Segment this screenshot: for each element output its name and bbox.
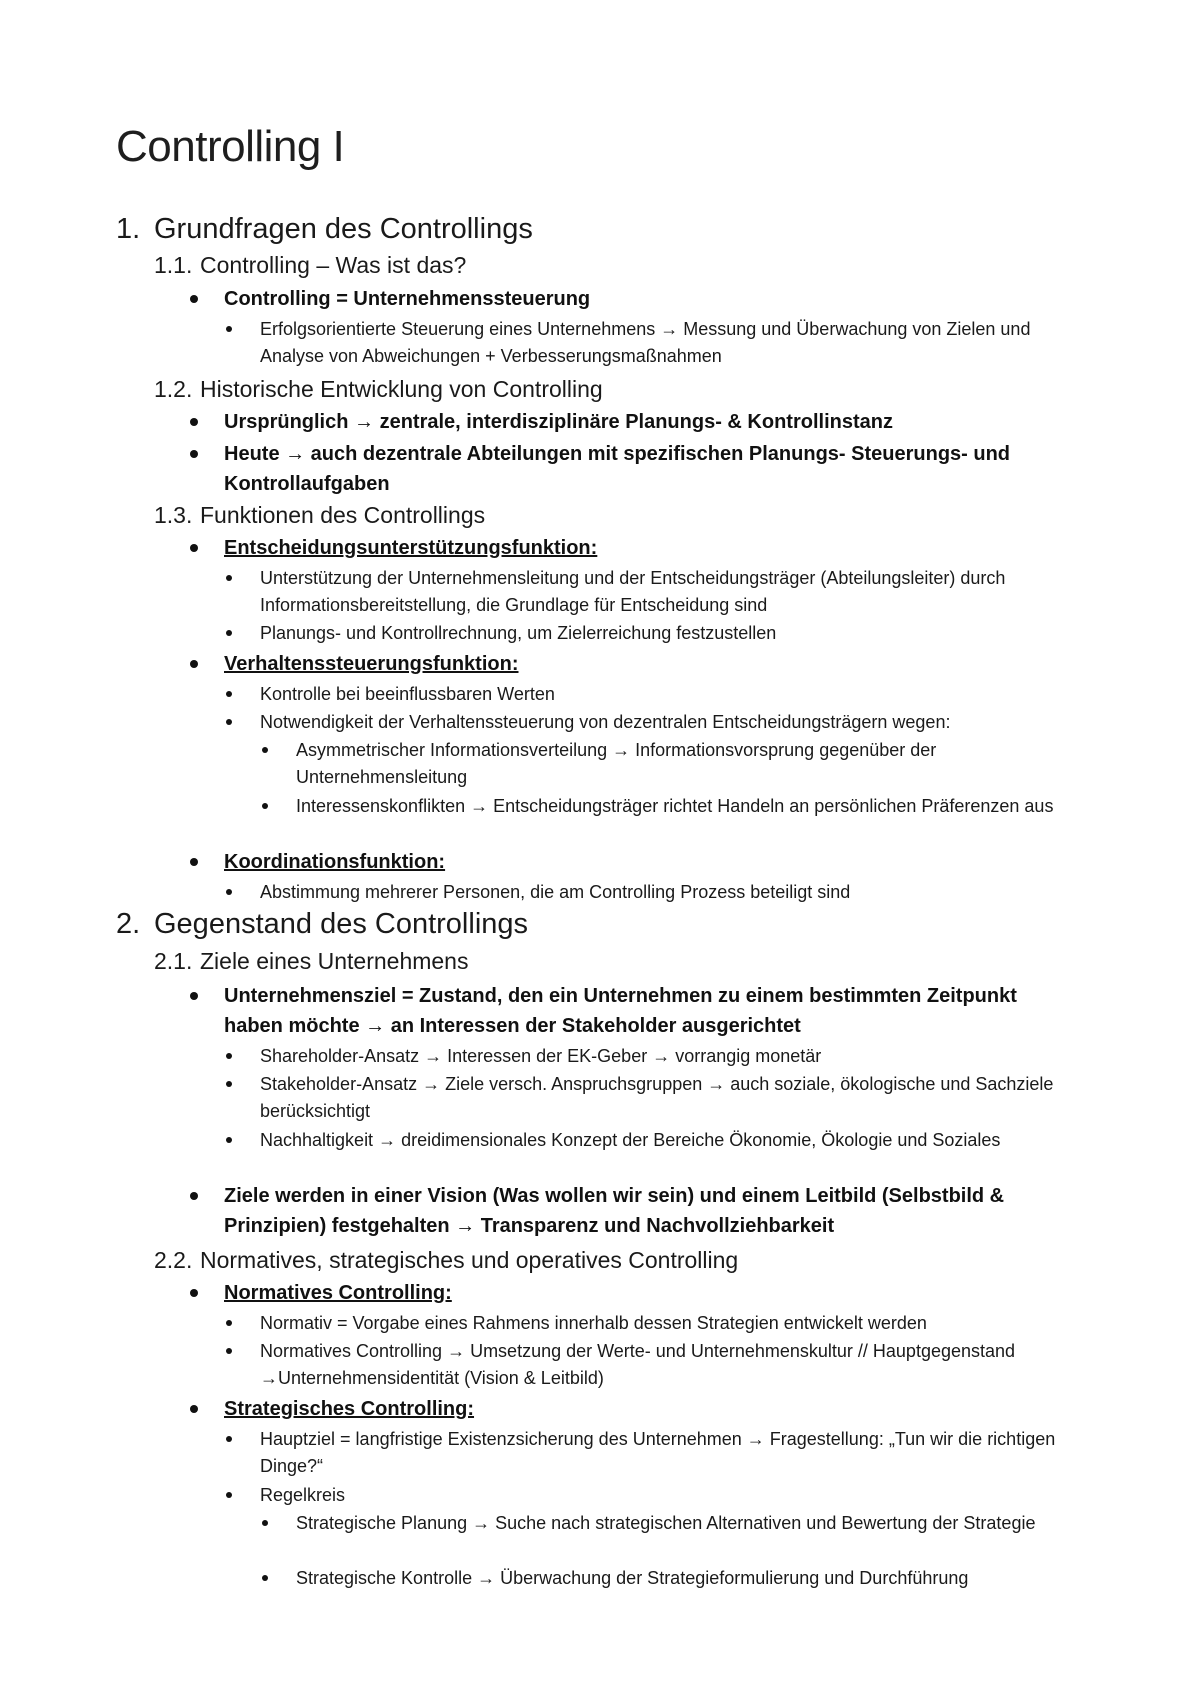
bullet-icon — [226, 1137, 232, 1143]
list-item-text: Strategisches Controlling: — [224, 1398, 475, 1420]
bullet-icon — [190, 418, 198, 426]
bullet-icon — [262, 803, 268, 809]
subsection-heading — [154, 1247, 738, 1274]
list-item-text: Heute → auch dezentrale Abteilungen mit spezifischen Planungs- Steuerungs- und Kontrollaufgaben — [224, 443, 1011, 495]
list-item-text: Verhaltenssteuerungsfunktion: — [224, 653, 519, 675]
bullet-icon — [226, 575, 232, 581]
bullet-icon — [226, 326, 232, 332]
list-item-text: Entscheidungsunterstützungsfunktion: — [224, 537, 598, 559]
list-item-text: Interessenskonflikten → Entscheidungsträger richtet Handeln an persönlichen Präferenzen aus — [296, 796, 1054, 816]
bullet-icon — [190, 660, 198, 668]
bullet-icon — [226, 691, 232, 697]
section-title: Grundfragen des Controllings — [154, 213, 533, 245]
section-title: Gegenstand des Controllings — [154, 908, 529, 940]
list-item-text: Strategische Kontrolle → Überwachung der Strategieformulierung und Durchführung — [296, 1568, 969, 1588]
bullet-icon — [190, 1289, 198, 1297]
list-item-text: Planungs- und Kontrollrechnung, um Zielerreichung festzustellen — [260, 623, 777, 643]
subsection-title: Controlling – Was ist das? — [200, 252, 467, 278]
list-item-text: Notwendigkeit der Verhaltenssteuerung von dezentralen Entscheidungsträgern wegen: — [260, 712, 951, 732]
list-item-text: Kontrolle bei beeinflussbaren Werten — [260, 684, 555, 704]
subsection-heading — [154, 502, 485, 529]
bullet-icon — [262, 747, 268, 753]
list-item-text: Normatives Controlling → Umsetzung der Werte- und Unternehmenskultur // Hauptgegenstand →Unternehmensidentität (Vision & Leitbild) — [260, 1341, 1016, 1388]
list-item-text: Abstimmung mehrerer Personen, die am Controlling Prozess beteiligt sind — [260, 882, 851, 902]
bullet-icon — [226, 1436, 232, 1442]
list-item-text: Normativ = Vorgabe eines Rahmens innerhalb dessen Strategien entwickelt werden — [260, 1313, 927, 1333]
subsection-number: 2.2. — [154, 1247, 193, 1273]
bullet-icon — [262, 1520, 268, 1526]
bullet-icon — [190, 450, 198, 458]
list-item-text: Ziele werden in einer Vision (Was wollen wir sein) und einem Leitbild (Selbstbild & Prinzipien) festgehalten → Transparenz und Nachvollziehbarkeit — [224, 1185, 1005, 1237]
subsection-number: 1.3. — [154, 502, 193, 528]
bullet-icon — [190, 295, 198, 303]
bullet-icon — [226, 719, 232, 725]
list-item-text: Strategische Planung → Suche nach strategischen Alternativen und Bewertung der Strategie — [296, 1513, 1036, 1533]
list-item-text: Stakeholder-Ansatz → Ziele versch. Anspruchsgruppen → auch soziale, ökologische und Sachziele berücksichtigt — [260, 1074, 1054, 1121]
section-number: 1. — [116, 213, 141, 245]
subsection-number: 1.1. — [154, 252, 193, 278]
list-item-text: Unternehmensziel = Zustand, den ein Unternehmen zu einem bestimmten Zeitpunkt haben möchte → an Interessen der Stakeholder ausgerichtet — [224, 985, 1017, 1037]
bullet-icon — [190, 1192, 198, 1200]
subsection-heading — [154, 948, 468, 975]
bullet-icon — [226, 630, 232, 636]
list-item-text: Ursprünglich → zentrale, interdisziplinäre Planungs- & Kontrollinstanz — [224, 411, 893, 433]
subsection-title: Historische Entwicklung von Controlling — [200, 376, 603, 402]
subsection-heading — [154, 376, 603, 403]
subsection-number: 1.2. — [154, 376, 193, 402]
list-item-text: Nachhaltigkeit → dreidimensionales Konzept der Bereiche Ökonomie, Ökologie und Soziales — [260, 1130, 1001, 1150]
page-title: Controlling I — [116, 122, 345, 171]
bullet-icon — [226, 1320, 232, 1326]
section-number: 2. — [116, 908, 141, 940]
list-item-text: Shareholder-Ansatz → Interessen der EK-Geber → vorrangig monetär — [260, 1046, 822, 1066]
subsection-number: 2.1. — [154, 948, 193, 974]
section-heading — [116, 213, 533, 246]
list-item-text: Erfolgsorientierte Steuerung eines Unternehmens → Messung und Überwachung von Zielen und Analyse von Abweichungen + Verbesserungsmaßnahmen — [260, 319, 1031, 366]
subsection-title: Ziele eines Unternehmens — [200, 948, 469, 974]
bullet-icon — [190, 858, 198, 866]
list-item-text: Hauptziel = langfristige Existenzsicherung des Unternehmen → Fragestellung: „Tun wir die richtigen Dinge?“ — [260, 1429, 1056, 1476]
bullet-icon — [190, 1405, 198, 1413]
section-heading — [116, 908, 528, 941]
subsection-title: Normatives, strategisches und operatives Controlling — [200, 1247, 739, 1273]
list-item-text: Normatives Controlling: — [224, 1282, 452, 1304]
subsection-title: Funktionen des Controllings — [200, 502, 486, 528]
bullet-icon — [226, 889, 232, 895]
list-item-text: Koordinationsfunktion: — [224, 851, 446, 873]
bullet-icon — [226, 1053, 232, 1059]
bullet-icon — [226, 1348, 232, 1354]
bullet-icon — [190, 544, 198, 552]
list-item-text: Controlling = Unternehmenssteuerung — [224, 288, 591, 310]
subsection-heading — [154, 252, 466, 279]
list-item-text: Regelkreis — [260, 1485, 346, 1505]
bullet-icon — [262, 1575, 268, 1581]
bullet-icon — [190, 992, 198, 1000]
bullet-icon — [226, 1081, 232, 1087]
list-item-text: Asymmetrischer Informationsverteilung → Informationsvorsprung gegenüber der Unternehmensleitung — [296, 740, 937, 787]
list-item-text: Unterstützung der Unternehmensleitung und der Entscheidungsträger (Abteilungsleiter) durch Informationsbereitstellung, die Grundlage für Entscheidung sind — [260, 568, 1006, 615]
bullet-icon — [226, 1492, 232, 1498]
